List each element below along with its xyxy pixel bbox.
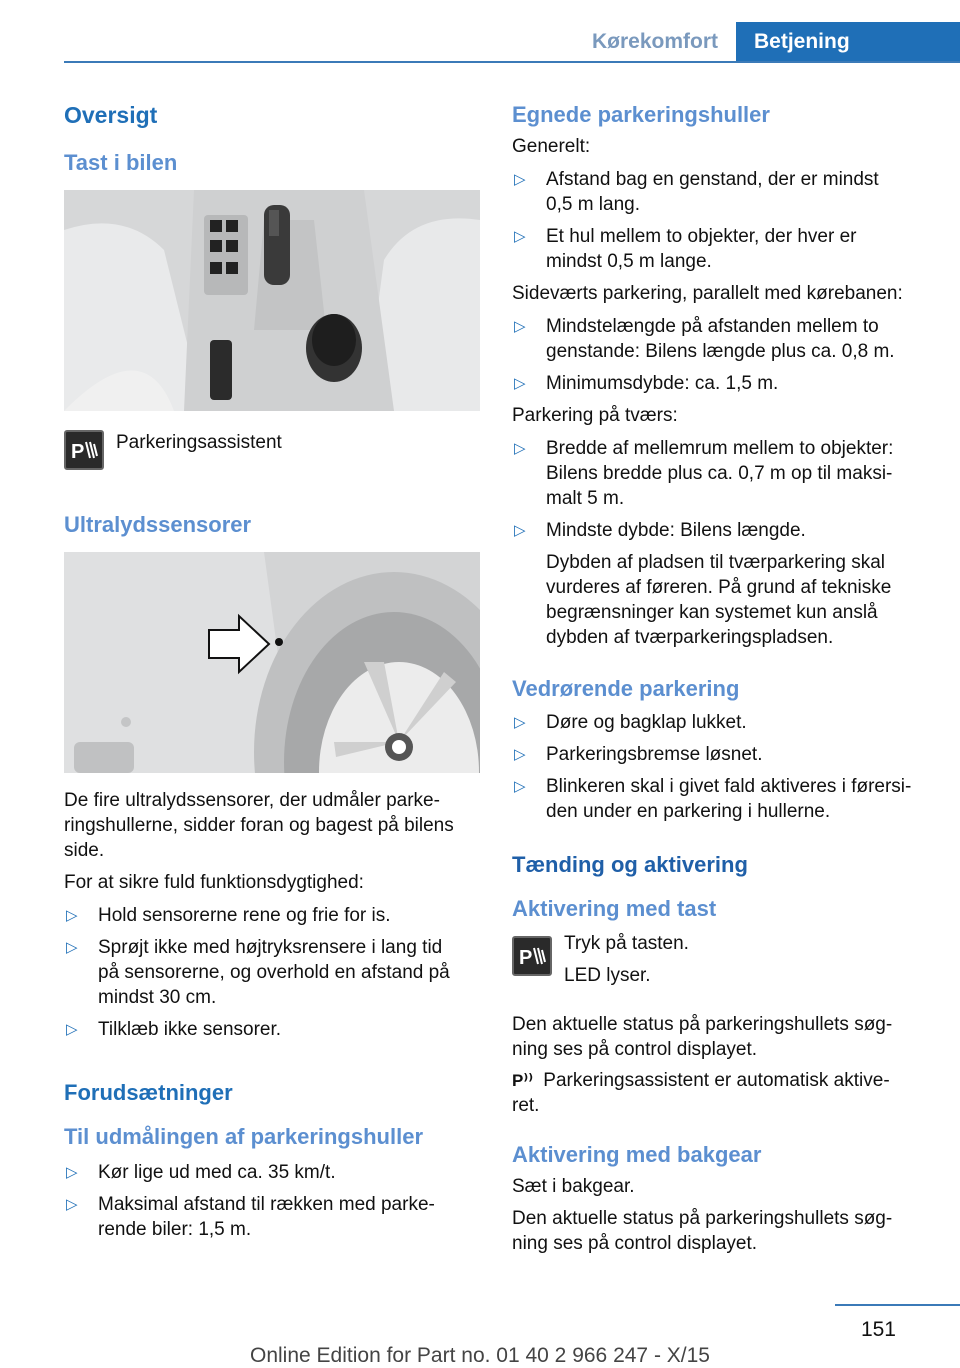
list-item (64, 935, 484, 1010)
heading-oversigt: Oversigt (64, 102, 158, 128)
sidevaerts-list (512, 314, 932, 396)
list-item-text: Parkeringsbremse løsnet. (546, 744, 763, 765)
text-line: ret. (512, 1095, 540, 1116)
heading-forudsaetninger: Forudsætninger (64, 1080, 233, 1105)
triangle-right-icon: ▷ (514, 746, 526, 763)
heading-tast-i-bilen: Tast i bilen (64, 150, 178, 175)
list-item-text: den under en parkering i hullerne. (546, 801, 831, 822)
list-item-text: rende biler: 1,5 m. (98, 1219, 252, 1240)
text-line: De fire ultralydssensorer, der udmåler parke‐ (64, 790, 440, 811)
tast-instructions (512, 928, 932, 992)
tvaers-list (512, 436, 932, 543)
page-number: 151 (860, 1318, 896, 1341)
list-item (512, 774, 932, 824)
heading-aktivering-tast: Aktivering med tast (512, 896, 717, 921)
list-item (64, 1160, 484, 1185)
tab-korekomfort[interactable]: Kørekomfort (591, 30, 718, 53)
led-text: LED lyser. (564, 965, 651, 986)
edition-text: Online Edition for Part no. 01 40 2 966 247 - X/15 (250, 1344, 710, 1367)
heading-til-udmaalingen: Til udmålingen af parkeringshuller (64, 1124, 424, 1149)
list-item-text: på sensorerne, og overhold en afstand på (98, 962, 450, 983)
svg-text:P: P (71, 441, 85, 463)
tvaers-label: Parkering på tværs: (512, 405, 678, 426)
triangle-right-icon: ▷ (66, 939, 78, 956)
list-item-text: Hold sensorerne rene og frie for is. (98, 905, 391, 926)
tvaers-note (512, 550, 932, 650)
tab-betjening[interactable]: Betjening (736, 22, 960, 62)
list-item-text: Sprøjt ikke med højtryksrensere i lang tid (98, 937, 443, 958)
list-item (512, 518, 932, 543)
text-line (512, 1068, 932, 1093)
heading-aktivering-bakgear: Aktivering med bakgear (512, 1142, 762, 1167)
triangle-right-icon: ▷ (514, 714, 526, 731)
saet-text: Sæt i bakgear. (512, 1176, 635, 1197)
list-item-text: Afstand bag en genstand, der er mindst (546, 169, 879, 190)
svg-text:P: P (519, 947, 533, 969)
parkeringsassistent-label: Parkeringsassistent (116, 432, 282, 453)
heading-ultralydssensorer: Ultralydssensorer (64, 512, 252, 537)
text-line: Den aktuelle status på parkeringshullets søg‐ (512, 1014, 893, 1035)
list-item-text: Blinkeren skal i givet fald aktiveres i førersi‐ (546, 776, 912, 797)
parking-assist-icon (64, 430, 104, 470)
auto-line-1: Parkeringsassistent er automatisk aktive‐ (543, 1070, 890, 1091)
text-line: side. (64, 840, 105, 861)
triangle-right-icon: ▷ (66, 1196, 78, 1213)
list-item-text: Minimumsdybde: ca. 1,5 m. (546, 373, 779, 394)
triangle-right-icon: ▷ (514, 522, 526, 539)
button-description (64, 430, 484, 470)
list-item-text: genstande: Bilens længde plus ca. 0,8 m. (546, 341, 895, 362)
triangle-right-icon: ▷ (66, 907, 78, 924)
list-item-text: malt 5 m. (546, 488, 625, 509)
text-line: ning ses på control displayet. (512, 1233, 758, 1254)
parking-assist-icon (512, 936, 552, 976)
list-item (512, 710, 932, 735)
triangle-right-icon: ▷ (514, 375, 526, 392)
text-line: begrænsninger kan systemet kun anslå (546, 602, 878, 623)
list-item-text: mindst 0,5 m lange. (546, 251, 712, 272)
list-item (64, 903, 484, 928)
list-item-text: Tilklæb ikke sensorer. (98, 1019, 282, 1040)
status-paragraph-1 (512, 1012, 932, 1062)
tryk-text: Tryk på tasten. (564, 933, 689, 954)
list-item (512, 314, 932, 364)
triangle-right-icon: ▷ (514, 228, 526, 245)
list-item-text: Bredde af mellemrum mellem to objekter: (546, 438, 894, 459)
parking-assist-small-icon: P⁾⁾ (512, 1071, 534, 1090)
list-item-text: Et hul mellem to objekter, der hver er (546, 226, 857, 247)
text-line: Den aktuelle status på parkeringshullets søg‐ (512, 1208, 893, 1229)
generelt-list (512, 167, 932, 274)
list-item (64, 1017, 484, 1042)
triangle-right-icon: ▷ (66, 1164, 78, 1181)
heading-egnede: Egnede parkeringshuller (512, 102, 770, 127)
triangle-right-icon: ▷ (514, 440, 526, 457)
til-list (64, 1160, 484, 1242)
sikre-intro: For at sikre fuld funktionsdygtighed: (64, 872, 364, 893)
list-item-text: mindst 30 cm. (98, 987, 217, 1008)
triangle-right-icon: ▷ (514, 171, 526, 188)
heading-taending: Tænding og aktivering (512, 852, 748, 877)
list-item (512, 742, 932, 767)
text-line: vurderes af føreren. På grund af tekniske (546, 577, 892, 598)
triangle-right-icon: ▷ (514, 778, 526, 795)
list-item (512, 436, 932, 511)
list-item-text: 0,5 m lang. (546, 194, 640, 215)
list-item-text: Døre og bagklap lukket. (546, 712, 747, 733)
heading-vedroerende: Vedrørende parkering (512, 676, 740, 701)
list-item-text: Bilens bredde plus ca. 0,7 m op til maksi‐ (546, 463, 893, 484)
sikre-list (64, 903, 484, 1042)
tast-steps (564, 928, 689, 992)
list-item-text: Mindstelængde på afstanden mellem to (546, 316, 879, 337)
left-column (64, 100, 484, 1249)
header-rule (64, 61, 960, 63)
triangle-right-icon: ▷ (66, 1021, 78, 1038)
generelt-label: Generelt: (512, 136, 591, 157)
text-line: dybden af tværparkeringspladsen. (546, 627, 834, 648)
sensor-illustration (64, 552, 480, 773)
auto-paragraph (512, 1068, 932, 1118)
list-item (64, 1192, 484, 1242)
list-item-text: Kør lige ud med ca. 35 km/t. (98, 1162, 336, 1183)
vedr-list (512, 710, 932, 824)
right-column (512, 100, 932, 1256)
sensors-paragraph (64, 788, 484, 863)
list-item-text: Maksimal afstand til rækken med parke‐ (98, 1194, 435, 1215)
text-line: ning ses på control displayet. (512, 1039, 758, 1060)
list-item (512, 167, 932, 217)
text-line: ringshullerne, sidder foran og bagest på bilens (64, 815, 454, 836)
list-item-text: Mindste dybde: Bilens længde. (546, 520, 806, 541)
list-item (512, 224, 932, 274)
footer-rule (835, 1304, 960, 1306)
console-illustration (64, 190, 480, 411)
sidevaerts-label: Sideværts parkering, parallelt med kørebanen: (512, 283, 903, 304)
triangle-right-icon: ▷ (514, 318, 526, 335)
list-item (512, 371, 932, 396)
text-line: Dybden af pladsen til tværparkering skal (546, 552, 886, 573)
